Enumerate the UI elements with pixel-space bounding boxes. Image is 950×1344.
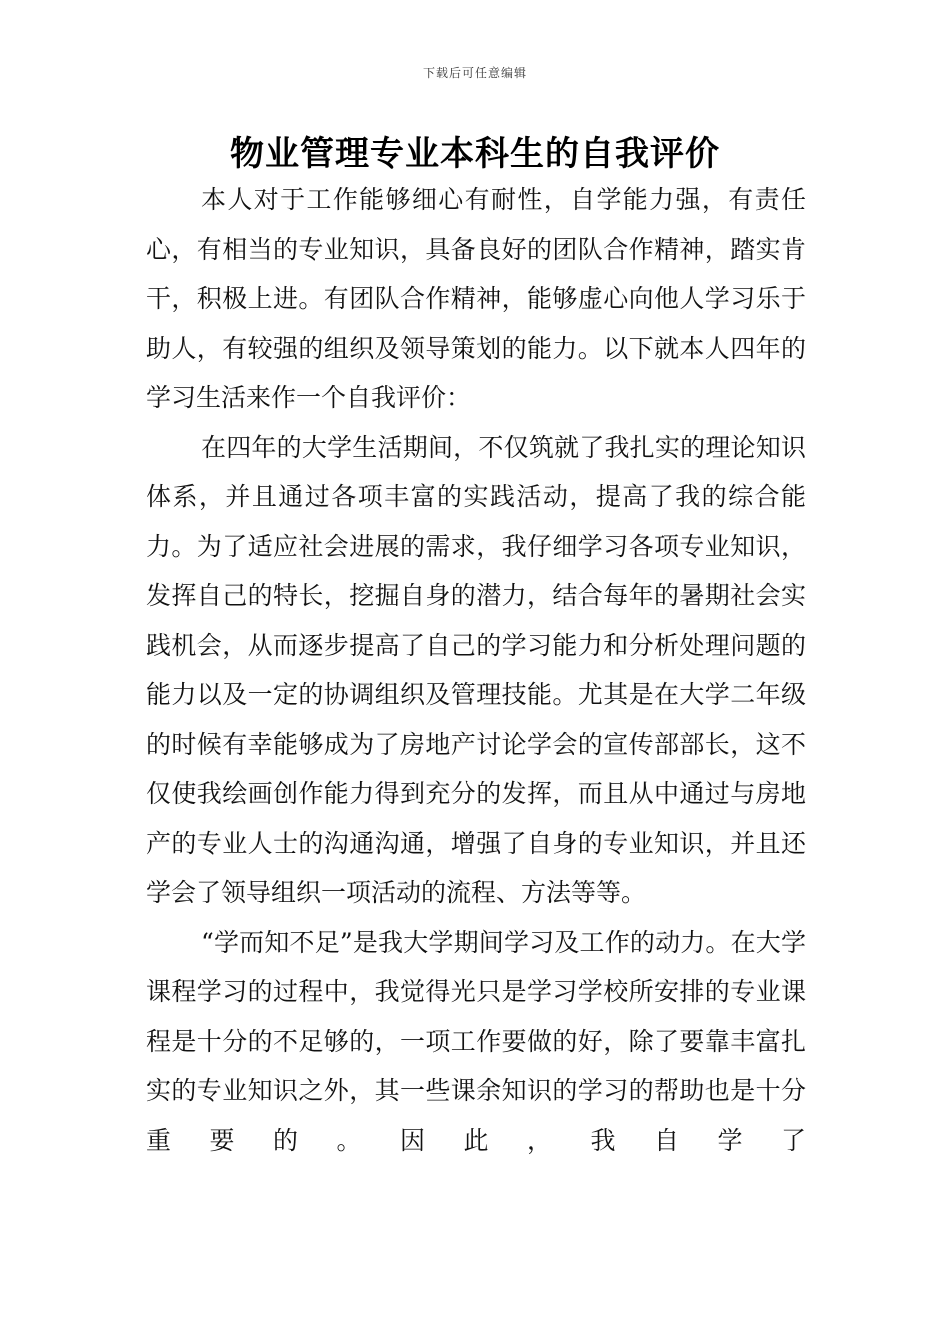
- paragraph-2: 在四年的大学生活期间，不仅筑就了我扎实的理论知识体系，并且通过各项丰富的实践活动，提高了我的综合能力。为了适应社会进展的需求，我仔细学习各项专业知识，发挥自己的特长，挖掘自身的潜力，结合每年的暑期社会实践机会，从而逐步提高了自己的学习能力和分析处理问题的能力以及一定的协调组织及管理技能。尤其是在大学二年级的时候有幸能够成为了房地产讨论学会的宣传部部长，这不仅使我绘画创作能力得到充分的发挥，而且从中通过与房地产的专业人士的沟通沟通，增强了自身的专业知识，并且还学会了领导组织一项活动的流程、方法等等。: [146, 432, 806, 907]
- document-title: 物业管理专业本科生的自我评价: [230, 134, 720, 174]
- paragraph-1: 本人对于工作能够细心有耐性，自学能力强，有责任心，有相当的专业知识，具备良好的团队合作精神，踏实肯干，积极上进。有团队合作精神，能够虚心向他人学习乐于助人，有较强的组织及领导策划的能力。以下就本人四年的学习生活来作一个自我评价：: [146, 185, 806, 412]
- header-note: 下载后可任意编辑: [422, 66, 527, 80]
- paragraph-3: “学而知不足”是我大学期间学习及工作的动力。在大学课程学习的过程中，我觉得光只是学习学校所安排的专业课程是十分的不足够的，一项工作要做的好，除了要靠丰富扎实的专业知识之外，其一些课余知识的学习的帮助也是十分重要的。因此，我自学了: [146, 927, 806, 1155]
- document-body: [146, 175, 806, 1165]
